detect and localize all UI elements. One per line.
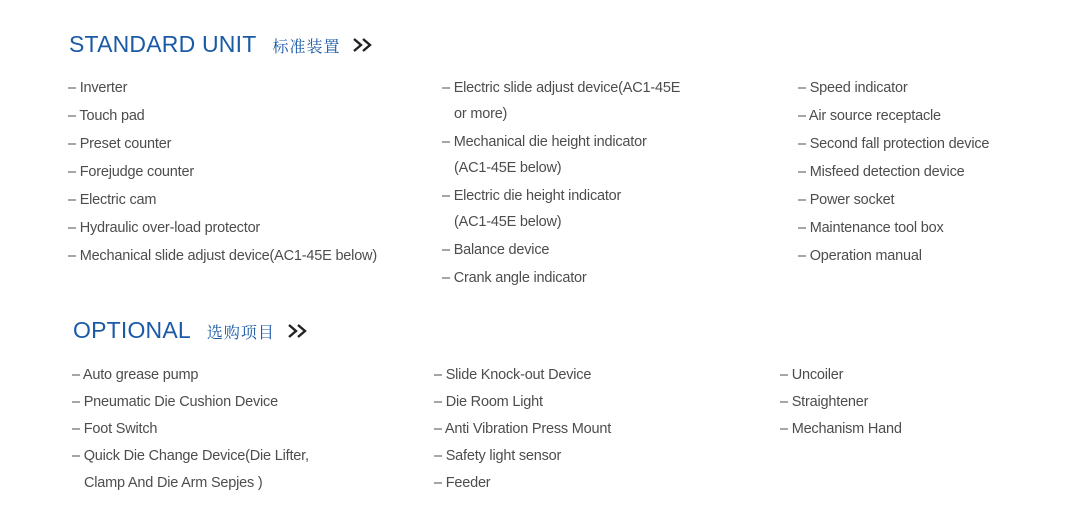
list-item: – Balance device [442,242,550,258]
double-chevron-right-icon [287,323,309,339]
optional-list-col-1 [72,362,309,497]
optional-list-col-3 [780,362,902,443]
list-item: – Second fall protection device [798,136,990,152]
list-item: – Mechanical die height indicator [442,134,647,150]
list-item: – Slide Knock-out Device [434,367,592,383]
standard-list-col-2 [442,75,680,291]
list-item: – Electric die height indicator [442,188,622,204]
list-item: – Straightener [780,394,869,410]
list-item: – Preset counter [68,136,172,152]
double-chevron-right-icon [352,37,374,53]
list-item-continuation: (AC1-45E below) [454,160,562,176]
list-item: – Forejudge counter [68,164,194,180]
list-item: – Power socket [798,192,895,208]
list-item: – Electric slide adjust device(AC1-45E [442,80,681,96]
list-item: – Maintenance tool box [798,220,944,236]
list-item: – Speed indicator [798,80,908,96]
list-item: – Electric cam [68,192,157,208]
list-item: – Crank angle indicator [442,270,587,286]
list-item: – Air source receptacle [798,108,941,124]
list-item: – Foot Switch [72,421,158,437]
list-item: – Operation manual [798,248,922,264]
optional-title: OPTIONAL [73,317,191,343]
standard-unit-heading [69,31,374,58]
optional-list-col-2 [434,362,611,497]
list-item: – Mechanism Hand [780,421,902,437]
list-item: – Quick Die Change Device(Die Lifter, [72,448,309,464]
list-item: – Inverter [68,80,128,96]
standard-list-col-3 [798,74,989,270]
standard-list-col-1 [68,74,377,270]
list-item: – Hydraulic over-load protector [68,220,261,236]
list-item: – Misfeed detection device [798,164,965,180]
list-item-continuation: Clamp And Die Arm Sepjes ) [84,475,263,491]
standard-unit-title: STANDARD UNIT [69,31,257,57]
standard-unit-title-cn: 标准装置 [272,39,341,56]
list-item: – Touch pad [68,108,145,124]
optional-title-cn: 选购项目 [206,325,275,342]
list-item: – Die Room Light [434,394,543,410]
list-item: – Auto grease pump [72,367,199,383]
optional-heading [73,317,309,344]
list-item-continuation: or more) [454,106,508,122]
list-item: – Safety light sensor [434,448,562,464]
list-item: – Anti Vibration Press Mount [434,421,612,437]
list-item: – Uncoiler [780,367,844,383]
list-item-continuation: (AC1-45E below) [454,214,562,230]
list-item: – Pneumatic Die Cushion Device [72,394,278,410]
list-item: – Mechanical slide adjust device(AC1-45E below) [68,248,377,264]
list-item: – Feeder [434,475,491,491]
